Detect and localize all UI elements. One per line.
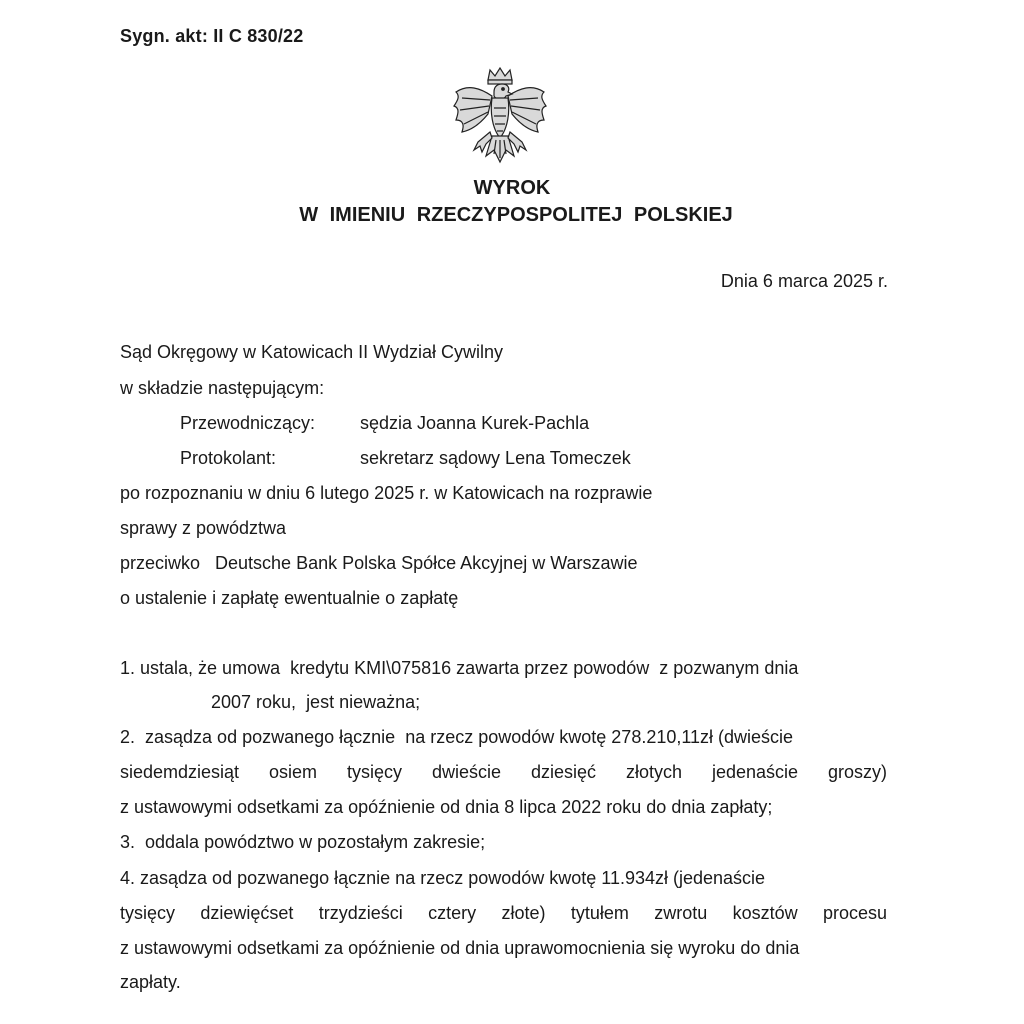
polish-eagle-icon xyxy=(450,66,550,170)
judgment-title: WYROK xyxy=(473,177,551,199)
ruling-2-line-3: z ustawowymi odsetkami za opóźnienie od dnia 8 lipca 2022 roku do dnia zapłaty; xyxy=(120,797,773,817)
subject-line: o ustalenie i zapłatę ewentualnie o zapłatę xyxy=(120,588,459,608)
against-line: przeciwko Deutsche Bank Polska Spółce Akcyjnej w Warszawie xyxy=(120,553,638,573)
composition-person-clerk: sekretarz sądowy Lena Tomeczek xyxy=(360,448,631,468)
ruling-2-line-1: 2. zasądza od pozwanego łącznie na rzecz powodów kwotę 278.210,11zł (dwieście xyxy=(120,727,794,747)
ruling-2-line-2 xyxy=(120,762,887,783)
ruling-4-line-1: 4. zasądza od pozwanego łącznie na rzecz powodów kwotę 11.934zł (jedenaście xyxy=(120,868,766,888)
ruling-4-line-4: zapłaty. xyxy=(120,972,181,992)
ruling-4-line-2 xyxy=(120,903,887,924)
judgment-subtitle: W IMIENIU RZECZYPOSPOLITEJ POLSKIEJ xyxy=(299,204,733,226)
ruling-1-line-1: 1. ustala, że umowa kredytu KMI\075816 zawarta przez powodów z pozwanym dnia xyxy=(120,658,799,678)
composition-role-clerk: Protokolant: xyxy=(180,448,277,468)
composition-intro: w składzie następującym: xyxy=(120,378,325,398)
composition-role-chair: Przewodniczący: xyxy=(180,413,316,433)
ruling-3-line-1: 3. oddala powództwo w pozostałym zakresie; xyxy=(120,832,486,852)
ruling-4-line-3: z ustawowymi odsetkami za opóźnienie od dnia uprawomocnienia się wyroku do dnia xyxy=(120,938,800,958)
hearing-line: po rozpoznaniu w dniu 6 lutego 2025 r. w Katowicach na rozprawie xyxy=(120,483,653,503)
case-from-line: sprawy z powództwa xyxy=(120,518,287,538)
court-name: Sąd Okręgowy w Katowicach II Wydział Cywilny xyxy=(120,342,503,362)
ruling-1-line-2: 2007 roku, jest nieważna; xyxy=(211,692,421,712)
ruling-2-line-2-text: siedemdziesiąt osiem tysięcy dwieście dziesięć złotych jedenaście groszy) xyxy=(120,762,887,782)
case-signature: Sygn. akt: II C 830/22 xyxy=(120,26,304,46)
composition-person-chair: sędzia Joanna Kurek-Pachla xyxy=(360,413,590,433)
judgment-date: Dnia 6 marca 2025 r. xyxy=(720,271,888,291)
ruling-4-line-2-text: tysięcy dziewięćset trzydzieści cztery złote) tytułem zwrotu kosztów procesu xyxy=(120,903,887,923)
